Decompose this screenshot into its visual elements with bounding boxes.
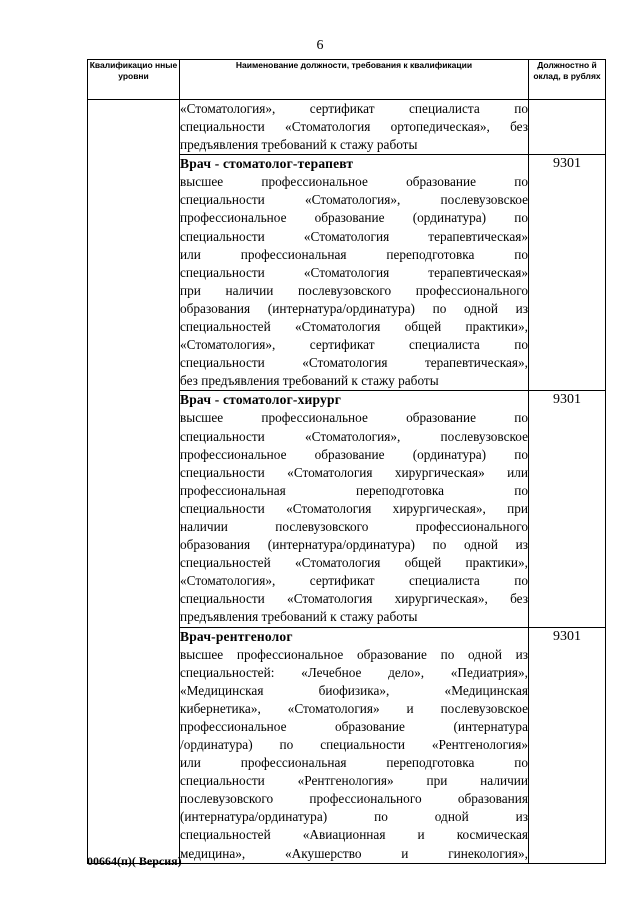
text-line: образования (интернатура/ординатура) по одной из — [180, 300, 528, 316]
text-line: или профессиональная переподготовка по — [180, 755, 528, 771]
qualification-level-cell — [88, 100, 180, 864]
position-description — [180, 391, 529, 627]
continuation-row — [88, 100, 606, 155]
header-position-name: Наименование должности, требования к квалификации — [180, 60, 529, 100]
position-description — [180, 155, 529, 391]
text-line: профессиональная переподготовка по — [180, 482, 528, 498]
text-line: высшее профессиональное образование по — [180, 410, 528, 426]
text-line: образования (интернатура/ординатура) по одной из — [180, 537, 528, 553]
position-title: Врач-рентгенолог — [180, 628, 293, 644]
text-line: без предъявления требований к стажу работы — [180, 373, 439, 389]
text-line: специальности «Стоматология», послевузовское — [180, 428, 528, 444]
text-line: «Стоматология», сертификат специалиста по — [180, 101, 528, 116]
position-description — [180, 627, 529, 863]
document-footer-code: 00664(п)( Версия) — [87, 854, 182, 868]
header-salary: Должностно й оклад, в рублях — [529, 60, 606, 100]
salary-value: 9301 — [529, 155, 606, 391]
text-line: специальности «Стоматология хирургическая», при — [180, 500, 528, 516]
text-line: профессиональное образование (ординатура) по — [180, 210, 528, 226]
text-line: при наличии послевузовского профессионального — [180, 282, 528, 298]
continuation-text — [180, 100, 529, 155]
text-line: специальности «Стоматология терапевтическая», — [180, 355, 528, 371]
text-line: специальностей «Авиационная и космическая — [180, 827, 528, 843]
text-line: «Стоматология», сертификат специалиста по — [180, 573, 528, 589]
text-line: наличии послевузовского профессионального — [180, 518, 528, 534]
salary-cell-empty — [529, 100, 606, 155]
position-title: Врач - стоматолог-хирург — [180, 392, 342, 408]
text-line: или профессиональная переподготовка по — [180, 246, 528, 262]
text-line: специальности «Стоматология ортопедическая», без — [180, 119, 528, 135]
position-title: Врач - стоматолог-терапевт — [180, 156, 354, 172]
text-line: специальностей «Стоматология общей практики», — [180, 555, 528, 571]
text-line: высшее профессиональное образование по — [180, 174, 528, 190]
table-header-row — [88, 60, 606, 100]
text-line: специальности «Стоматология терапевтическая» — [180, 264, 528, 280]
text-line: специальности «Стоматология хирургическая», без — [180, 591, 528, 607]
text-line: «Стоматология», сертификат специалиста по — [180, 337, 528, 353]
text-line: медицина», «Акушерство и гинекология», — [180, 845, 528, 861]
header-qualification-levels: Квалификацио нные уровни — [88, 60, 180, 100]
text-line: специальностей: «Лечебное дело», «Педиатрия», — [180, 664, 528, 680]
text-line: специальности «Стоматология», послевузовское — [180, 192, 528, 208]
text-line: профессиональное образование (ординатура) по — [180, 446, 528, 462]
text-line: послевузовского профессионального образования — [180, 791, 528, 807]
text-line: высшее профессиональное образование по одной из — [180, 646, 528, 662]
text-line: профессиональное образование (интернатура — [180, 718, 528, 734]
text-line: (интернатура/ординатура) по одной из — [180, 809, 528, 825]
salary-value: 9301 — [529, 391, 606, 627]
text-line: кибернетика», «Стоматология» и послевузовское — [180, 700, 528, 716]
text-line: специальностей «Стоматология общей практики», — [180, 319, 528, 335]
text-line: специальности «Стоматология терапевтическая» — [180, 228, 528, 244]
text-line: предъявления требований к стажу работы — [180, 609, 418, 625]
text-line: специальности «Рентгенология» при наличии — [180, 773, 528, 789]
text-line: /ординатура) по специальности «Рентгенология» — [180, 737, 528, 752]
text-line: специальности «Стоматология хирургическая» или — [180, 464, 528, 480]
text-line: «Медицинская биофизика», «Медицинская — [180, 682, 528, 698]
qualification-table — [87, 59, 606, 864]
salary-value: 9301 — [529, 627, 606, 863]
page-number: 6 — [316, 38, 324, 53]
text-line: предъявления требований к стажу работы — [180, 137, 418, 153]
